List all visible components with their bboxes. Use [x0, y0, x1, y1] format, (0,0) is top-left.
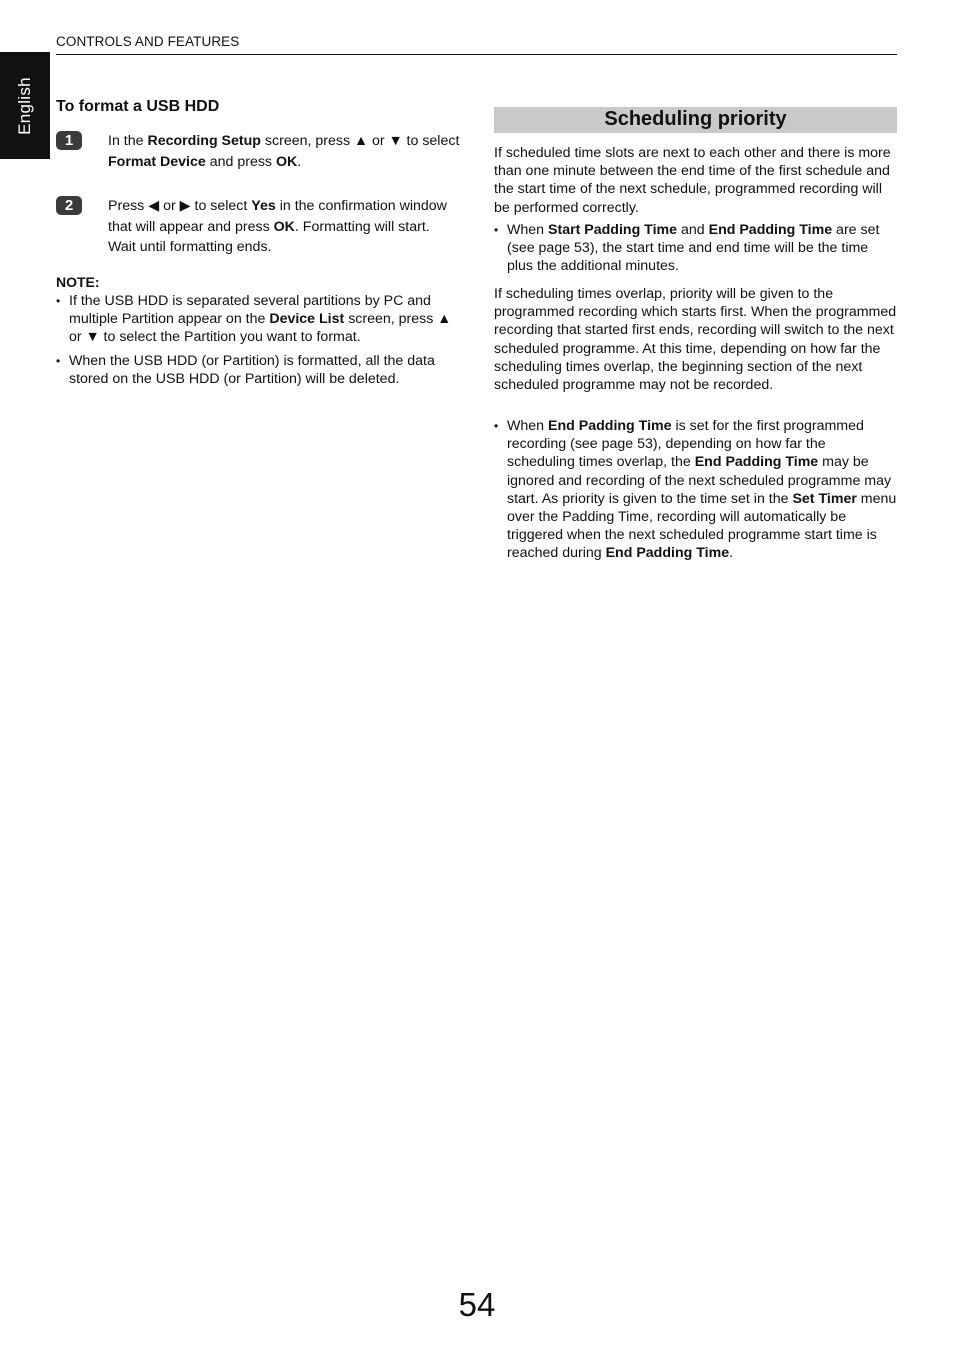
step-number-badge: 1 [56, 131, 82, 150]
priority-paragraph-1: If scheduled time slots are next to each other and there is more than one minute between the end time of the first schedule and the start time of the next schedule, programmed recording will be performed correctly. [494, 145, 891, 216]
priority-bullet-list-1 [494, 221, 897, 281]
down-arrow-icon: ▼ [388, 133, 403, 149]
list-item: • When End Padding Time is set for the first programmed recording (see page 53), depending on how far the scheduling times overlap, the End Padding Time may be ignored and recording of the next scheduled programme may start. As priority is given to the time set in the Set Timer menu over the Padding Time, recording will automatically be triggered when the next scheduled programme start time is reached during End Padding Time. [494, 417, 897, 563]
scheduling-priority-heading-bar [494, 107, 897, 133]
down-arrow-icon: ▼ [85, 329, 100, 346]
scheduling-priority-heading: Scheduling priority [604, 108, 787, 130]
list-item: • When Start Padding Time and End Padding Time are set (see page 53), the start time and end time will be the time plus the additional minutes. [494, 221, 897, 276]
up-arrow-icon: ▲ [437, 311, 452, 328]
right-arrow-icon: ▶ [179, 198, 191, 214]
page-number: 54 [458, 1286, 496, 1323]
priority-paragraph-2: If scheduling times overlap, priority will be given to the programmed recording which starts first. When the programmed recording that started first ends, recording will switch to the next scheduled programme. At this time, depending on how far the scheduling times overlap, the beginning section of the next scheduled programme may not be recorded. [494, 286, 897, 394]
left-arrow-icon: ◀ [148, 198, 160, 214]
step-1-text: In the Recording Setup screen, press ▲ or ▼ to select Format Device and press OK. [108, 133, 460, 170]
language-tab-label: English [15, 77, 34, 135]
language-tab [0, 52, 50, 159]
step-2-text: Press ◀ or ▶ to select Yes in the confirmation window that will appear and press OK. Formatting will start. Wait until formatting ends. [108, 198, 447, 255]
priority-bullet-list-2 [494, 417, 897, 568]
note-list [56, 292, 460, 393]
up-arrow-icon: ▲ [354, 133, 369, 149]
step-number-badge: 2 [56, 196, 82, 215]
section-header: CONTROLS AND FEATURES [56, 34, 240, 49]
note-title: NOTE: [56, 274, 100, 290]
format-usb-heading: To format a USB HDD [56, 98, 220, 115]
header-divider [56, 54, 897, 55]
note-item: • When the USB HDD (or Partition) is formatted, all the data stored on the USB HDD (or Partition) will be deleted. [56, 352, 460, 388]
note-item: • If the USB HDD is separated several partitions by PC and multiple Partition appear on the Device List screen, press ▲ or ▼ to select the Partition you want to format. [56, 292, 460, 347]
